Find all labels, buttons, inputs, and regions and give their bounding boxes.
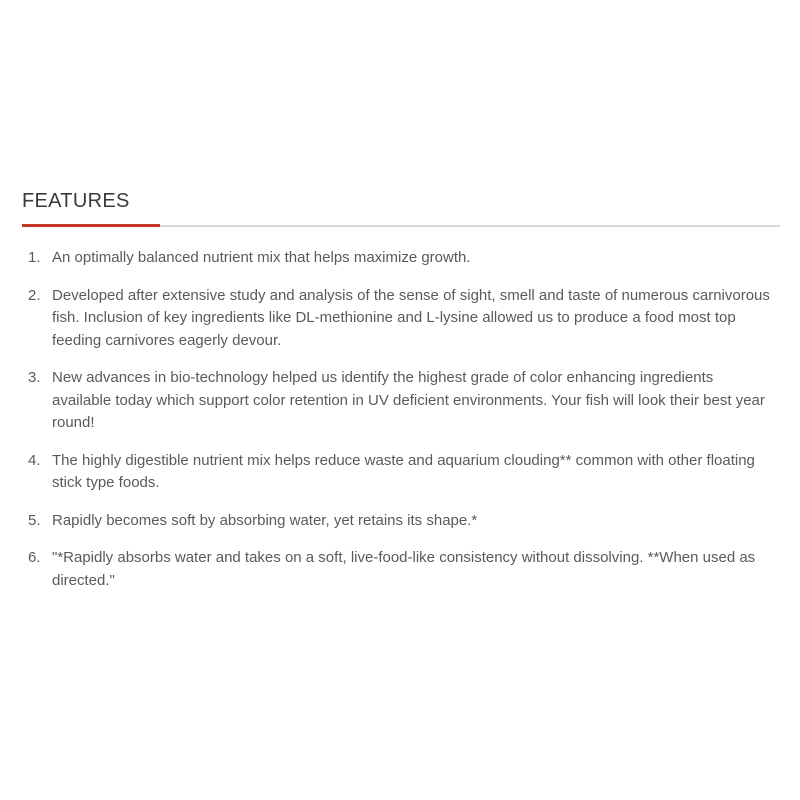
- feature-text: The highly digestible nutrient mix helps reduce waste and aquarium clouding** common with other floating stick type foods.: [52, 451, 755, 491]
- feature-text: New advances in bio-technology helped us identify the highest grade of color enhancing ingredients available today which support color retention in UV deficient environments. Your fish will look their best year round!: [52, 369, 765, 431]
- feature-text: Rapidly becomes soft by absorbing water, yet retains its shape.*: [52, 511, 478, 529]
- feature-text: "*Rapidly absorbs water and takes on a soft, live-food-like consistency without dissolving. **When used as directed.": [52, 549, 756, 589]
- feature-item-3: [22, 367, 780, 435]
- feature-item-2: [22, 285, 780, 353]
- features-section: [22, 188, 780, 607]
- feature-number: 1.: [28, 249, 41, 266]
- heading-underline: [22, 224, 780, 227]
- feature-number: 6.: [28, 549, 41, 566]
- underline-accent: [22, 224, 160, 227]
- feature-text: Developed after extensive study and analysis of the sense of sight, smell and taste of numerous carnivorous fish. Inclusion of key ingredients like DL-methionine and L-lysine allowed us to produce a food most top feeding carnivores eagerly devour.: [52, 286, 770, 349]
- feature-item-4: [22, 450, 780, 495]
- feature-number: 4.: [28, 451, 41, 469]
- feature-item-5: [22, 510, 780, 533]
- feature-text: An optimally balanced nutrient mix that helps maximize growth.: [52, 249, 471, 266]
- feature-number: 5.: [28, 511, 41, 529]
- features-heading: FEATURES: [22, 190, 130, 212]
- feature-item-1: [22, 247, 780, 270]
- feature-item-6: [22, 547, 780, 592]
- features-list: [22, 247, 780, 592]
- feature-number: 3.: [28, 369, 41, 386]
- feature-number: 2.: [28, 286, 41, 304]
